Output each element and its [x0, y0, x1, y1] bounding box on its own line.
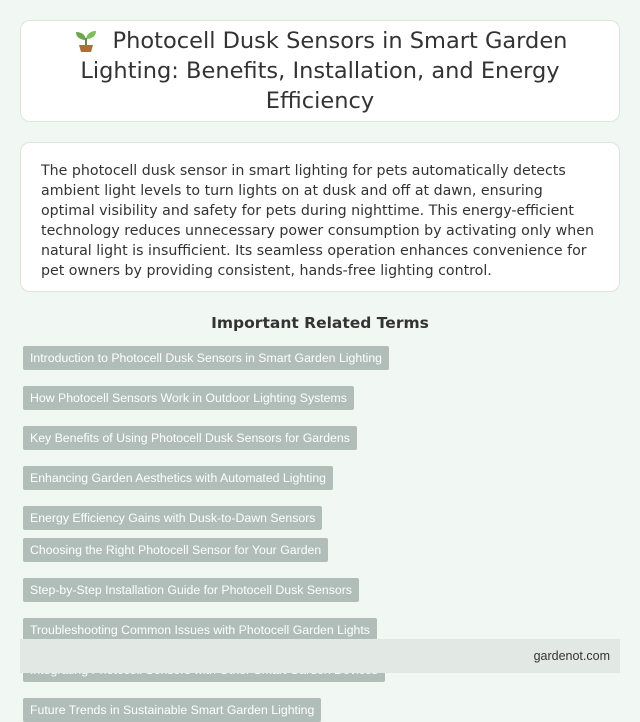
page-title-text: Photocell Dusk Sensors in Smart Garden Lighting: Benefits, Installation, and Energy Efficiency [80, 28, 568, 114]
description-card [20, 142, 620, 292]
sprout-icon [73, 28, 99, 52]
title-card [20, 20, 620, 122]
footer-site-link[interactable]: gardenot.com [533, 649, 610, 663]
term-tag[interactable]: Introduction to Photocell Dusk Sensors in Smart Garden Lighting [23, 346, 389, 370]
term-tag[interactable]: Energy Efficiency Gains with Dusk-to-Dawn Sensors [23, 506, 322, 530]
footer [20, 639, 620, 673]
term-tag[interactable]: Troubleshooting Common Issues with Photocell Garden Lights [23, 618, 377, 642]
terms-heading: Important Related Terms [211, 314, 429, 332]
term-tag[interactable]: Enhancing Garden Aesthetics with Automated Lighting [23, 466, 333, 490]
term-tag[interactable]: Key Benefits of Using Photocell Dusk Sensors for Gardens [23, 426, 357, 450]
description-text: The photocell dusk sensor in smart lighting for pets automatically detects ambient light levels to turn lights on at dusk and off at dawn, ensuring optimal visibility and safety for pets during nighttime. This energy-efficient technology reduces unnecessary power consumption by activating only when natural light is insufficient. Its seamless operation enhances convenience for pet owners by providing consistent, hands-free lighting control. [41, 163, 594, 279]
term-tag[interactable]: How Photocell Sensors Work in Outdoor Lighting Systems [23, 386, 354, 410]
page-title [37, 26, 603, 116]
term-tag[interactable]: Choosing the Right Photocell Sensor for Your Garden [23, 538, 328, 562]
term-tag[interactable]: Step-by-Step Installation Guide for Photocell Dusk Sensors [23, 578, 359, 602]
term-tag[interactable]: Future Trends in Sustainable Smart Garden Lighting [23, 698, 321, 722]
